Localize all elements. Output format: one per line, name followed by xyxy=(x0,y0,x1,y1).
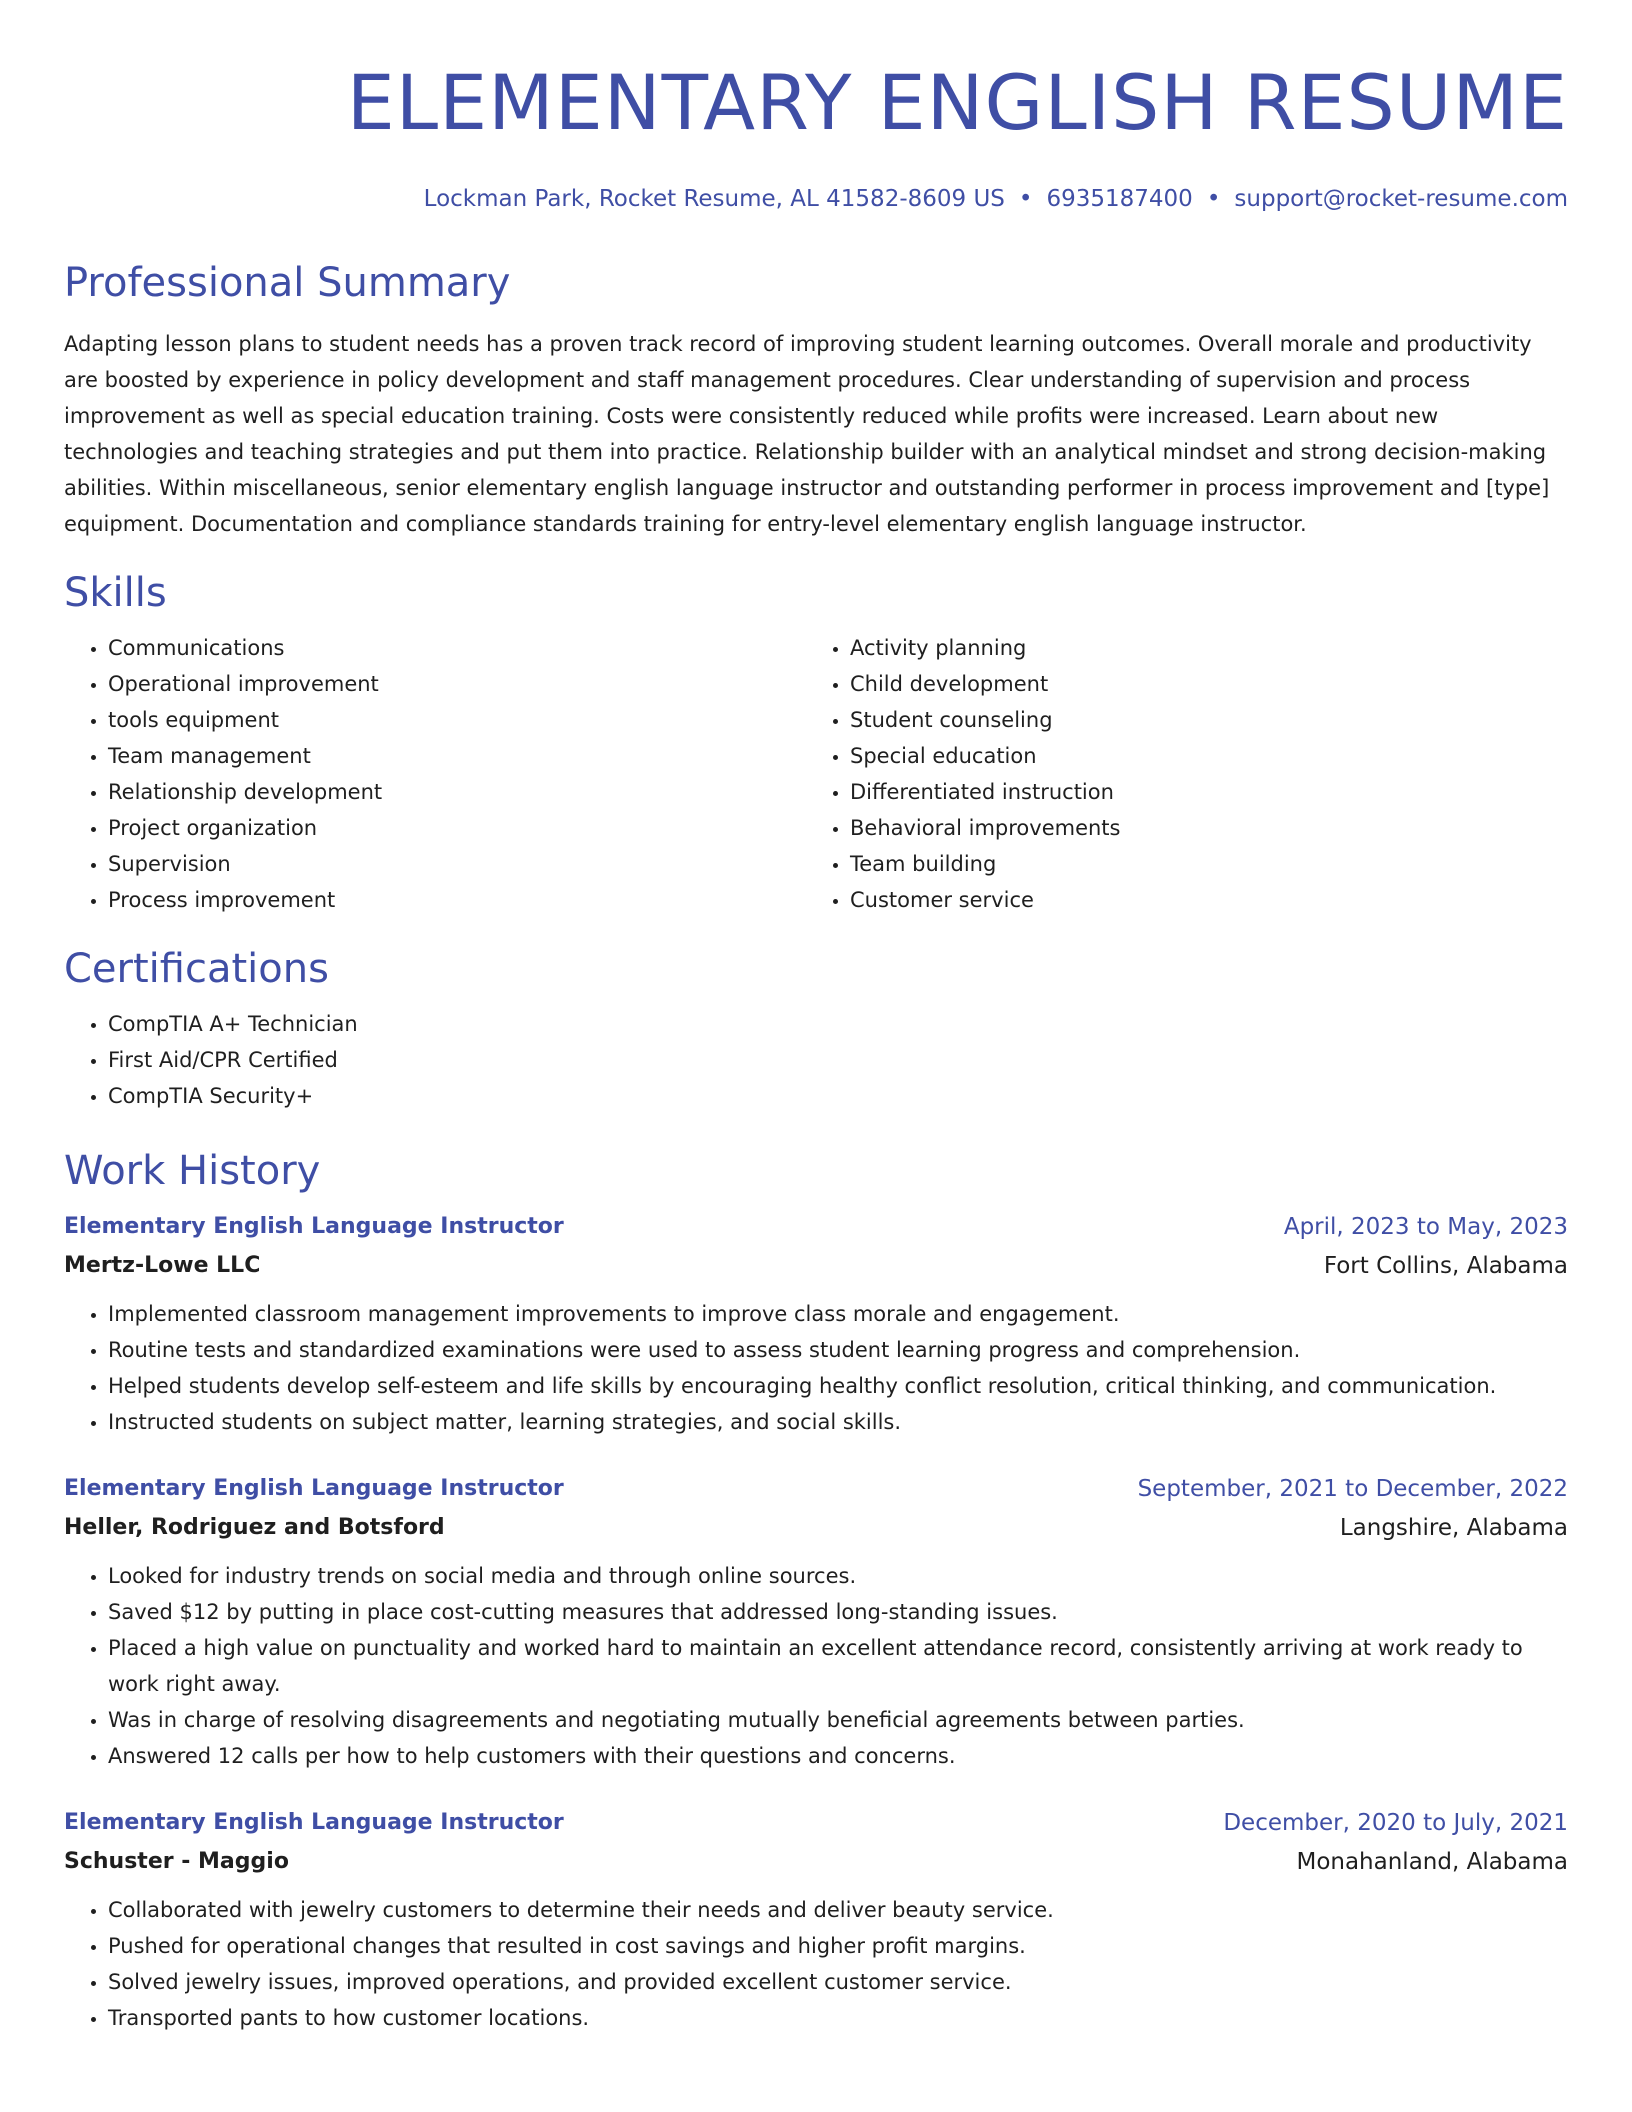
job-entry xyxy=(64,1470,1568,1774)
skill-item: • Behavioral improvements xyxy=(850,810,1548,846)
contact-separator: • xyxy=(1206,186,1221,212)
skill-item: • Operational improvement xyxy=(108,666,806,702)
job-bullets xyxy=(64,1892,1568,2036)
skill-item: • Child development xyxy=(850,666,1548,702)
job-title: Elementary English Language Instructor xyxy=(64,1476,564,1501)
contact-separator: • xyxy=(1018,186,1033,212)
job-bullets xyxy=(64,1558,1568,1774)
job-title: Elementary English Language Instructor xyxy=(64,1810,564,1835)
summary-text: Adapting lesson plans to student needs has a proven track record of improving student learning outcomes. Overall morale and productivity are boosted by experience in policy development and staff management procedures. Clear understanding of supervision and process improvement as well as special education training. Costs were consistently reduced while profits were increased. Learn about new technologies and teaching strategies and put them into practice. Relationship builder with an analytical mindset and strong decision-making abilities. Within miscellaneous, senior elementary english language instructor and outstanding performer in process improvement and [type] equipment. Documentation and compliance standards training for entry-level elementary english language instructor. xyxy=(64,332,1550,536)
job-company: Heller, Rodriguez and Botsford xyxy=(64,1515,445,1540)
skill-item: • Project organization xyxy=(108,810,806,846)
contact-phone: 6935187400 xyxy=(1046,186,1193,212)
skills-column-right xyxy=(806,630,1548,918)
contact-email: support@rocket-resume.com xyxy=(1234,186,1568,212)
skill-item: • Special education xyxy=(850,738,1548,774)
job-title: Elementary English Language Instructor xyxy=(64,1214,564,1239)
skill-item: • Relationship development xyxy=(108,774,806,810)
job-bullet: • Transported pants to how customer locations. xyxy=(108,2000,1568,2036)
skill-item: • Customer service xyxy=(850,882,1548,918)
certifications-list xyxy=(64,1006,1568,1114)
job-company: Schuster - Maggio xyxy=(64,1849,289,1874)
job-bullets xyxy=(64,1296,1568,1440)
job-dates: December, 2020 to July, 2021 xyxy=(1223,1810,1568,1836)
job-bullet: • Looked for industry trends on social media and through online sources. xyxy=(108,1558,1568,1594)
job-bullet: • Answered 12 calls per how to help customers with their questions and concerns. xyxy=(108,1738,1568,1774)
job-location: Monahanland, Alabama xyxy=(1296,1849,1568,1875)
job-bullet: • Pushed for operational changes that resulted in cost savings and higher profit margins. xyxy=(108,1928,1568,1964)
resume-name: ELEMENTARY ENGLISH RESUME xyxy=(346,58,1568,147)
skill-item: • Team management xyxy=(108,738,806,774)
skill-item: • Differentiated instruction xyxy=(850,774,1548,810)
certification-item: • CompTIA Security+ xyxy=(108,1078,1568,1114)
skills-heading: Skills xyxy=(64,570,167,616)
contact-address: Lockman Park, Rocket Resume, AL 41582-8609 US xyxy=(423,186,1005,212)
work-history-heading: Work History xyxy=(64,1148,321,1194)
certification-item: • CompTIA A+ Technician xyxy=(108,1006,1568,1042)
job-location: Langshire, Alabama xyxy=(1339,1515,1568,1541)
job-dates: April, 2023 to May, 2023 xyxy=(1283,1214,1568,1240)
skill-item: • Process improvement xyxy=(108,882,806,918)
skill-item: • Supervision xyxy=(108,846,806,882)
job-bullet: • Implemented classroom management improvements to improve class morale and engagement. xyxy=(108,1296,1568,1332)
job-bullet: • Instructed students on subject matter, learning strategies, and social skills. xyxy=(108,1404,1568,1440)
skills-list xyxy=(64,630,1568,918)
contact-line xyxy=(64,186,1568,212)
job-bullet: • Placed a high value on punctuality and worked hard to maintain an excellent attendance record, consistently arriving at work ready to work right away. xyxy=(108,1630,1568,1702)
job-entry xyxy=(64,1804,1568,2036)
skill-item: • Student counseling xyxy=(850,702,1548,738)
skill-item: • Team building xyxy=(850,846,1548,882)
skill-item: • Activity planning xyxy=(850,630,1548,666)
certification-item: • First Aid/CPR Certified xyxy=(108,1042,1568,1078)
job-bullet: • Was in charge of resolving disagreements and negotiating mutually beneficial agreements between parties. xyxy=(108,1702,1568,1738)
job-bullet: • Saved $12 by putting in place cost-cutting measures that addressed long-standing issues. xyxy=(108,1594,1568,1630)
job-bullet: • Helped students develop self-esteem and life skills by encouraging healthy conflict resolution, critical thinking, and communication. xyxy=(108,1368,1568,1404)
skill-item: • tools equipment xyxy=(108,702,806,738)
job-dates: September, 2021 to December, 2022 xyxy=(1137,1476,1568,1502)
job-bullet: • Solved jewelry issues, improved operations, and provided excellent customer service. xyxy=(108,1964,1568,2000)
job-company: Mertz-Lowe LLC xyxy=(64,1253,261,1278)
job-bullet: • Routine tests and standardized examinations were used to assess student learning progress and comprehension. xyxy=(108,1332,1568,1368)
summary-heading: Professional Summary xyxy=(64,260,511,306)
certifications-heading: Certifications xyxy=(64,946,329,992)
skills-column-left xyxy=(64,630,806,918)
skill-item: • Communications xyxy=(108,630,806,666)
job-bullet: • Collaborated with jewelry customers to determine their needs and deliver beauty service. xyxy=(108,1892,1568,1928)
job-location: Fort Collins, Alabama xyxy=(1323,1253,1568,1279)
job-entry xyxy=(64,1208,1568,1440)
